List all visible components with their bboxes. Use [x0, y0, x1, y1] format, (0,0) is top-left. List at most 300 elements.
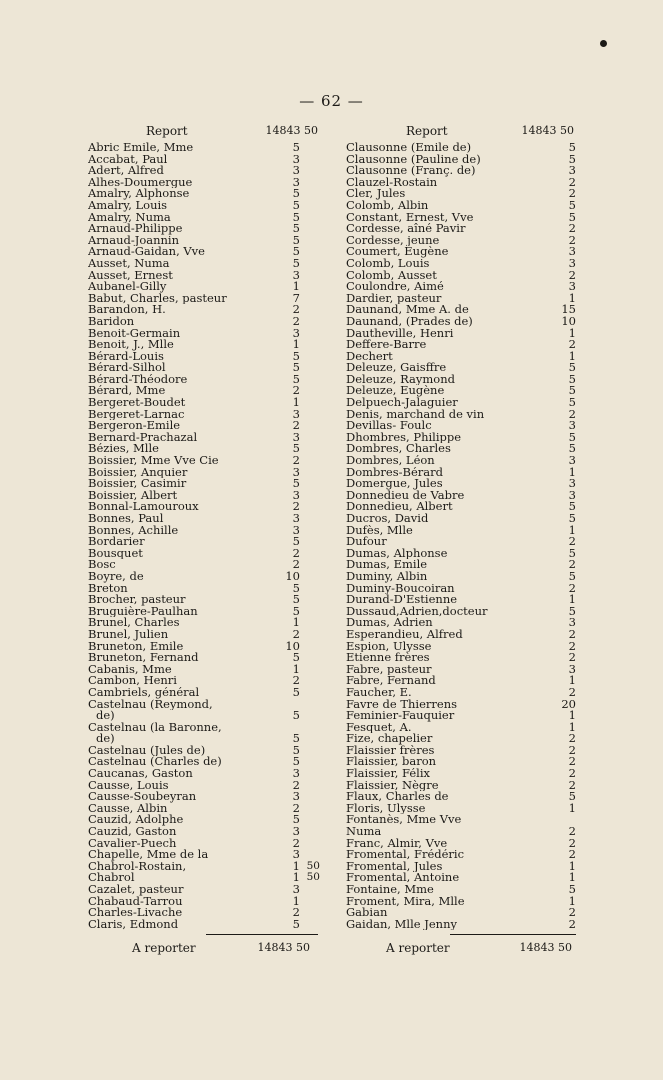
list-item: [88, 652, 320, 664]
subscriber-name: Bonnes, Paul: [88, 513, 164, 525]
list-item: [346, 545, 576, 560]
subscription-cents: [300, 594, 320, 606]
list-item: [88, 487, 320, 502]
subscriber-name: Delpuech-Jalaguier: [346, 397, 458, 409]
list-item: [346, 290, 576, 305]
subscription-cents: [300, 455, 320, 467]
subscriber-name: Bruguière-Paulhan: [88, 605, 198, 618]
list-item: [88, 536, 320, 548]
list-item: [88, 290, 320, 305]
subscription-cents: [300, 548, 320, 560]
subscriber-name: Causse, Albin: [88, 802, 168, 815]
subscription-cents: [300, 270, 320, 282]
list-item: [346, 835, 576, 850]
subscription-amount: 5: [292, 371, 300, 386]
list-item: [346, 652, 576, 664]
subscription-cents: [300, 525, 320, 537]
list-item: [346, 464, 576, 479]
subscription-amount: 2: [568, 232, 576, 247]
list-item: [88, 858, 320, 873]
subscription-amount: 5: [292, 812, 300, 827]
list-item: [88, 722, 320, 734]
subscriber-name: Brocher, pasteur: [88, 594, 186, 606]
subscription-cents: [300, 212, 320, 224]
left-report-total: 14843 50: [265, 124, 318, 137]
subscription-cents: [300, 443, 320, 455]
page-number: — 62 —: [299, 92, 364, 110]
subscription-amount: 3: [568, 418, 576, 433]
subscription-cents: [300, 559, 320, 571]
subscription-cents: [300, 768, 320, 780]
subscriber-name: Dufour: [346, 536, 387, 548]
subscriber-name: Bézies, Mlle: [88, 443, 159, 456]
subscription-cents: 50: [306, 871, 320, 884]
subscriber-name: Flaissier, baron: [346, 756, 437, 769]
subscriber-name: Cabanis, Mme: [88, 663, 172, 676]
subscription-amount: 2: [568, 638, 576, 653]
subscriber-name: Bérard-Louis: [88, 350, 164, 363]
subscription-amount: 5: [568, 197, 576, 212]
subscription-amount: 3: [292, 487, 300, 502]
subscription-amount: 2: [292, 626, 300, 641]
subscription-cents: [300, 223, 320, 235]
subscriber-name: Bousquet: [88, 547, 143, 560]
subscriber-name: Claris, Edmond: [88, 918, 179, 931]
list-item: [88, 142, 320, 154]
subscriber-name: Etienne frères: [346, 652, 430, 664]
subscription-cents: [300, 814, 320, 826]
subscriber-name: Fize, chapelier: [346, 733, 433, 745]
subscriber-name: Deleuze, Gaisffre: [346, 362, 447, 374]
subscription-amount: 2: [292, 545, 300, 560]
left-column-footer: [88, 941, 320, 961]
subscriber-name: Devillas- Foulc: [346, 420, 432, 432]
subscriber-name: Fontaine, Mme: [346, 884, 434, 896]
list-item: [88, 339, 320, 351]
subscription-cents: [300, 756, 320, 768]
subscription-cents: [300, 699, 320, 711]
subscription-cents: [300, 432, 320, 444]
subscription-amount: 5: [292, 360, 300, 375]
subscriber-name: Ducros, David: [346, 513, 429, 525]
subscription-amount: 2: [292, 905, 300, 920]
subscription-amount: 2: [568, 626, 576, 641]
list-item: [88, 151, 320, 166]
list-item: [88, 165, 320, 177]
subscriber-name: Castelnau (Reymond,: [88, 698, 213, 711]
list-item: [346, 223, 576, 235]
list-item: [346, 568, 576, 583]
subscriber-name: Froment, Mira, Mlle: [346, 895, 465, 908]
subscriber-name: Flaissier frères: [346, 744, 435, 757]
subscription-cents: [300, 339, 320, 351]
subscription-amount: 2: [568, 835, 576, 850]
subscription-cents: [300, 397, 320, 409]
list-item: [88, 397, 320, 409]
subscriber-name: Brunel, Charles: [88, 617, 180, 629]
list-item: [346, 443, 576, 455]
list-item: [88, 684, 320, 699]
list-item: [88, 478, 320, 490]
subscription-amount: 2: [292, 418, 300, 433]
subscription-amount: 5: [292, 742, 300, 757]
list-item: [346, 397, 576, 409]
subscription-cents: [300, 896, 320, 908]
subscription-amount: 10: [285, 568, 300, 583]
list-item: [346, 151, 576, 166]
subscriber-name: Clausonne (Emile de): [346, 142, 472, 154]
list-item: [346, 536, 576, 548]
subscription-amount: 1: [568, 870, 576, 885]
subscriber-name: Chabaud-Tarrou: [88, 895, 183, 908]
subscriber-name: Dechert: [346, 350, 393, 363]
subscription-amount: 1: [292, 279, 300, 294]
subscription-amount: 2: [568, 406, 576, 421]
subscription-amount: 20: [561, 696, 576, 711]
list-item: [88, 800, 320, 815]
subscription-cents: [300, 884, 320, 896]
subscription-amount: 1: [568, 800, 576, 815]
subscriber-name: Franc, Almir, Vve: [346, 837, 448, 850]
subscriber-name: Chabrol-Rostain,: [88, 860, 187, 873]
subscription-amount: 5: [568, 371, 576, 386]
list-item: [346, 594, 576, 606]
subscriber-name: Constant, Ernest, Vve: [346, 211, 474, 224]
subscriber-name: Boissier, Anquier: [88, 466, 188, 479]
subscriber-name: Dufès, Mlle: [346, 524, 413, 537]
left-carry-forward-label: A reporter: [132, 941, 196, 956]
list-item: [346, 603, 576, 618]
subscriber-name: Dumas, Emile: [346, 559, 428, 571]
list-item: [346, 849, 576, 861]
list-item: [346, 267, 576, 282]
subscription-amount: 2: [292, 777, 300, 792]
list-item: [88, 522, 320, 537]
subscription-cents: [300, 571, 320, 583]
list-item: [346, 907, 576, 919]
subscription-cents: [300, 536, 320, 548]
subscription-amount: 5: [568, 140, 576, 154]
subscription-amount: 2: [568, 534, 576, 549]
subscription-cents: [300, 826, 320, 838]
subscription-amount: 5: [292, 140, 300, 154]
subscriber-name: Colomb, Louis: [346, 257, 430, 270]
subscription-amount: 1: [568, 719, 576, 734]
subscription-amount: 1: [292, 337, 300, 352]
list-item: [346, 696, 576, 711]
list-item: [346, 339, 576, 351]
subscription-amount: 5: [292, 221, 300, 236]
subscription-amount: 10: [561, 313, 576, 328]
list-item: [88, 756, 320, 768]
subscription-cents: [300, 745, 320, 757]
subscription-amount: 5: [292, 684, 300, 699]
subscriber-name: Dombres, Charles: [346, 443, 451, 456]
subscriber-name: Bérard-Théodore: [88, 373, 188, 386]
subscriber-name: Fromental, Frédéric: [346, 849, 465, 861]
subscriber-name: Cambon, Henri: [88, 675, 177, 687]
subscription-amount: 2: [568, 221, 576, 236]
subscriber-name: Clausonne (Pauline de): [346, 153, 481, 166]
subscription-amount: 2: [292, 499, 300, 514]
list-item: [88, 325, 320, 340]
subscription-amount: 3: [292, 766, 300, 781]
subscription-amount: 5: [292, 708, 300, 723]
list-item: [88, 406, 320, 421]
subscriber-name: Chapelle, Mme de la: [88, 849, 209, 861]
subscriber-name: Duminy-Boucoiran: [346, 582, 455, 595]
list-item: [346, 791, 576, 803]
subscriber-name: Alhes-Doumergue: [88, 176, 193, 189]
subscriber-name: Faucher, E.: [346, 686, 412, 699]
subscriber-name: Numa: [346, 826, 382, 838]
subscription-amount: 2: [568, 580, 576, 595]
left-report-label: Report: [146, 124, 188, 138]
list-item: [88, 907, 320, 919]
list-item: [346, 281, 576, 293]
subscription-amount: 5: [292, 232, 300, 247]
subscription-cents: 50: [306, 859, 320, 872]
list-item: [346, 719, 576, 734]
list-item: [88, 884, 320, 896]
list-item: [346, 893, 576, 908]
subscription-amount: 2: [568, 766, 576, 781]
list-item: [346, 348, 576, 363]
list-item: [346, 638, 576, 653]
subscriber-name: Bergeron-Emile: [88, 420, 181, 432]
list-item: [88, 385, 320, 397]
subscription-amount: 3: [292, 151, 300, 166]
subscriber-name: de): [96, 710, 115, 722]
subscription-cents: [300, 385, 320, 397]
subscription-cents: [300, 374, 320, 386]
subscription-amount: 5: [568, 545, 576, 560]
list-item: [346, 165, 576, 177]
list-item: [346, 313, 576, 328]
subscriber-name: Chabrol: [88, 872, 135, 884]
subscription-amount: 5: [568, 882, 576, 896]
left-total-rule: [206, 934, 318, 935]
subscriber-name: Bosc: [88, 559, 116, 571]
subscriber-name: Cauzid, Adolphe: [88, 814, 184, 827]
subscription-amount: 3: [568, 279, 576, 294]
subscription-amount: 5: [292, 255, 300, 270]
list-item: [88, 580, 320, 595]
subscription-cents: [300, 177, 320, 189]
subscriber-name: Amalry, Alphonse: [88, 188, 190, 200]
list-item: [88, 768, 320, 780]
subscriber-name: Ausset, Numa: [88, 257, 170, 270]
subscriber-name: Causse-Soubeyran: [88, 791, 197, 803]
subscriber-name: Daunand, Mme A. de: [346, 304, 469, 316]
subscription-amount: 5: [292, 186, 300, 201]
list-item: [88, 733, 320, 745]
subscription-amount: 5: [292, 197, 300, 212]
subscriber-name: Fesquet, A.: [346, 721, 412, 734]
subscriber-name: de): [96, 733, 115, 745]
subscriber-name: Espion, Ulysse: [346, 640, 432, 653]
subscriber-name: Abric Emile, Mme: [88, 142, 194, 154]
subscription-cents: [300, 420, 320, 432]
subscription-amount: 3: [292, 325, 300, 340]
subscription-cents: [300, 641, 320, 653]
list-item: [346, 246, 576, 258]
subscription-amount: 2: [568, 742, 576, 757]
subscriber-name: Bérard-Silhol: [88, 362, 166, 374]
subscriber-name: Durand-D'Estienne: [346, 594, 458, 606]
list-item: [346, 826, 576, 838]
list-item: [346, 420, 576, 432]
subscriber-name: Dombres-Bérard: [346, 466, 443, 479]
list-item: [88, 699, 320, 711]
subscriber-name: Colomb, Ausset: [346, 269, 437, 282]
subscriber-name: Fontanès, Mme Vve: [346, 814, 462, 827]
subscription-amount: 5: [292, 441, 300, 456]
subscription-amount: 1: [292, 893, 300, 908]
list-item: [88, 464, 320, 479]
subscription-amount: 7: [292, 290, 300, 305]
subscription-cents: [300, 919, 320, 931]
subscription-cents: [300, 722, 320, 734]
subscriber-name: Bruneton, Fernand: [88, 652, 199, 664]
list-item: [88, 545, 320, 560]
subscription-amount: 2: [292, 383, 300, 398]
right-column: [346, 122, 576, 961]
subscription-amount: 2: [568, 754, 576, 769]
subscription-amount: 1: [292, 395, 300, 410]
subscription-cents: [300, 200, 320, 212]
list-item: [346, 255, 576, 270]
subscription-amount: 5: [292, 534, 300, 549]
subscription-amount: 5: [292, 209, 300, 224]
list-item: [88, 710, 320, 722]
list-item: [346, 742, 576, 757]
list-item: [88, 791, 320, 803]
subscription-amount: 1: [292, 615, 300, 630]
list-item: [88, 362, 320, 374]
list-item: [346, 232, 576, 247]
subscriber-name: Arnaud-Joannin: [88, 234, 180, 247]
subscriber-name: Boissier, Mme Vve Cie: [88, 455, 219, 467]
right-carry-forward-label: A reporter: [386, 941, 450, 956]
list-item: [346, 174, 576, 189]
subscription-amount: 2: [568, 186, 576, 201]
subscriber-name: Deleuze, Raymond: [346, 373, 455, 386]
subscription-amount: 1: [568, 290, 576, 305]
subscriber-name: Dumas, Adrien: [346, 617, 433, 629]
subscription-amount: 5: [568, 151, 576, 166]
list-item: [88, 281, 320, 293]
list-item: [346, 304, 576, 316]
list-item: [88, 197, 320, 212]
list-item: [88, 849, 320, 861]
subscription-cents: [300, 467, 320, 479]
subscription-cents: [300, 803, 320, 815]
subscriber-name: Ausset, Ernest: [88, 269, 173, 282]
list-item: [346, 362, 576, 374]
subscription-cents: [300, 362, 320, 374]
subscription-amount: 3: [568, 255, 576, 270]
list-item: [88, 313, 320, 328]
list-item: [346, 478, 576, 490]
subscription-amount: 3: [568, 244, 576, 259]
subscription-cents: [300, 664, 320, 676]
subscription-amount: 5: [568, 395, 576, 410]
subscription-amount: 5: [292, 348, 300, 363]
subscriber-name: Gabian: [346, 907, 388, 919]
list-item: [88, 638, 320, 653]
right-subscriber-list: [346, 142, 576, 930]
right-total-rule: [450, 934, 576, 935]
subscriber-name: Bordarier: [88, 536, 145, 548]
subscription-cents: [300, 316, 320, 328]
right-column-header: [346, 122, 576, 142]
subscriber-name: Bonnal-Lamouroux: [88, 501, 199, 513]
subscription-amount: 3: [292, 267, 300, 282]
subscriber-name: Bérard, Mme: [88, 385, 166, 398]
subscriber-name: Favre de Thierrens: [346, 698, 458, 711]
subscription-cents: [300, 490, 320, 502]
list-item: [346, 661, 576, 676]
subscriber-name: Boissier, Albert: [88, 489, 178, 502]
subscription-amount: 5: [292, 754, 300, 769]
subscription-amount: 2: [292, 313, 300, 328]
subscriber-name: Fabre, pasteur: [346, 663, 432, 676]
list-item: [346, 733, 576, 745]
subscriber-name: Dombres, Léon: [346, 455, 435, 467]
subscriber-name: Dhombres, Philippe: [346, 431, 462, 444]
list-item: [346, 814, 576, 826]
subscription-amount: 3: [292, 824, 300, 839]
list-item: [88, 246, 320, 258]
subscription-cents: [300, 838, 320, 850]
subscription-amount: 10: [285, 638, 300, 653]
list-item: [88, 304, 320, 316]
subscription-amount: 3: [568, 661, 576, 676]
list-item: [88, 174, 320, 189]
subscriber-name: Donnedieu de Vabre: [346, 489, 465, 502]
subscription-cents: [300, 409, 320, 421]
subscription-amount: 1: [568, 708, 576, 723]
subscriber-name: Benoit, J., Mlle: [88, 339, 174, 351]
subscription-cents: [300, 629, 320, 641]
subscriber-name: Bernard-Prachazal: [88, 431, 198, 444]
ink-dot: [600, 40, 607, 47]
subscription-amount: 2: [292, 557, 300, 572]
subscriber-name: Colomb, Albin: [346, 199, 429, 212]
subscriber-name: Aubanel-Gilly: [88, 281, 167, 293]
subscription-cents: [300, 188, 320, 200]
subscription-amount: 5: [292, 731, 300, 746]
subscriber-name: Bergeret-Larnac: [88, 408, 185, 421]
list-item: [346, 884, 576, 896]
subscription-amount: 1: [568, 858, 576, 873]
list-item: [346, 858, 576, 873]
subscription-cents: [300, 351, 320, 363]
subscription-amount: 5: [292, 916, 300, 931]
subscription-cents: [300, 780, 320, 792]
list-item: [88, 675, 320, 687]
left-carry-forward-total: 14843 50: [257, 941, 310, 955]
subscription-amount: 3: [292, 174, 300, 189]
subscription-amount: 1: [292, 661, 300, 676]
subscription-amount: 3: [292, 847, 300, 862]
subscription-cents: [300, 165, 320, 177]
list-item: [88, 209, 320, 224]
subscription-amount: 5: [292, 244, 300, 259]
subscription-amount: 3: [568, 476, 576, 491]
subscriber-name: Deffere-Barre: [346, 339, 427, 351]
